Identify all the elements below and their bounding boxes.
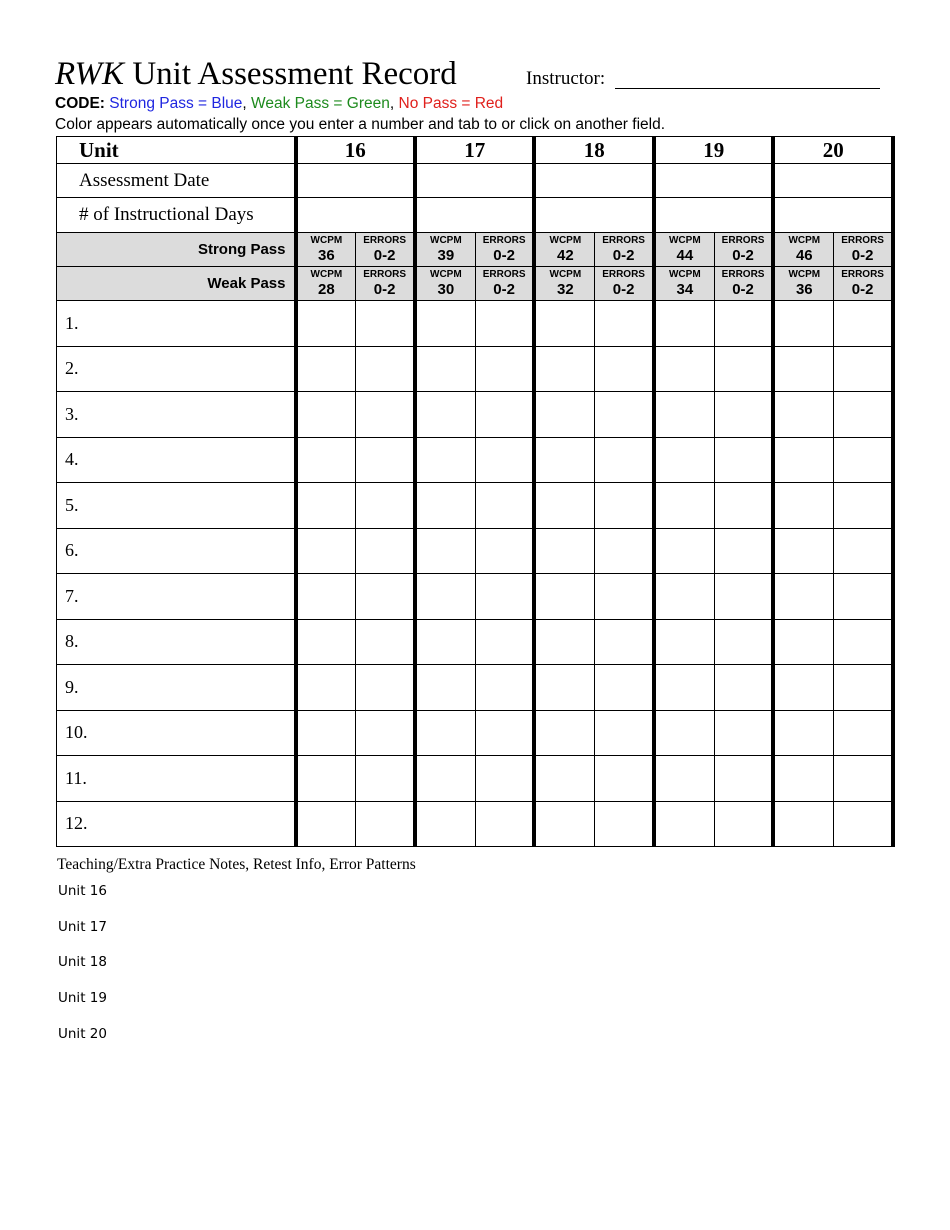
assessment-date-input-unit-18[interactable] (534, 164, 653, 198)
assessment-date-label: Assessment Date (57, 164, 296, 198)
student-row (57, 710, 894, 756)
code-strong: Strong Pass = Blue (109, 95, 243, 112)
student-wcpm-input-unit-16[interactable] (296, 665, 356, 711)
student-errors-input-unit-17[interactable] (475, 528, 534, 574)
student-errors-input-unit-17[interactable] (475, 619, 534, 665)
unit-number-18: 18 (534, 137, 653, 164)
weak-pass-wcpm-unit-17 (415, 267, 475, 301)
student-label[interactable]: 10. (57, 710, 296, 756)
student-errors-input-unit-18[interactable] (595, 301, 654, 347)
student-row (57, 756, 894, 802)
wcpm-heading: WCPM (430, 235, 462, 246)
student-label[interactable]: 4. (57, 437, 296, 483)
student-wcpm-input-unit-19[interactable] (654, 346, 714, 392)
student-wcpm-input-unit-17[interactable] (415, 665, 475, 711)
student-wcpm-input-unit-18[interactable] (534, 392, 594, 438)
errors-value: 0-2 (612, 281, 635, 298)
wcpm-heading: WCPM (788, 235, 821, 246)
errors-heading: ERRORS (721, 235, 765, 246)
student-wcpm-input-unit-16[interactable] (296, 801, 356, 847)
student-errors-input-unit-19[interactable] (714, 437, 773, 483)
notes-unit-label[interactable]: Unit 19 (58, 990, 107, 1006)
errors-value: 0-2 (493, 281, 515, 298)
strong-pass-errors-unit-18 (595, 233, 654, 267)
student-wcpm-input-unit-20[interactable] (773, 392, 833, 438)
student-wcpm-input-unit-16[interactable] (296, 392, 356, 438)
errors-value: 0-2 (851, 281, 874, 298)
student-errors-input-unit-20[interactable] (834, 528, 893, 574)
student-wcpm-input-unit-17[interactable] (415, 528, 475, 574)
student-errors-input-unit-19[interactable] (714, 483, 773, 529)
student-errors-input-unit-16[interactable] (356, 346, 415, 392)
weak-pass-errors-unit-18 (595, 267, 654, 301)
errors-value: 0-2 (851, 247, 874, 264)
errors-heading: ERRORS (602, 269, 645, 280)
student-errors-input-unit-16[interactable] (356, 574, 415, 620)
wcpm-heading: WCPM (549, 269, 582, 280)
student-errors-input-unit-16[interactable] (356, 437, 415, 483)
student-wcpm-input-unit-20[interactable] (773, 528, 833, 574)
instructional-days-input-unit-18[interactable] (534, 198, 653, 233)
errors-value: 0-2 (612, 247, 635, 264)
student-row (57, 528, 894, 574)
code-label: CODE: (55, 95, 105, 112)
strong-pass-errors-unit-16 (356, 233, 415, 267)
notes-unit-label[interactable]: Unit 17 (58, 919, 107, 935)
weak-pass-wcpm-unit-19 (654, 267, 714, 301)
errors-heading: ERRORS (363, 269, 407, 280)
weak-pass-row (57, 267, 894, 301)
instructional-days-row (57, 198, 894, 233)
wcpm-value: 32 (557, 281, 574, 298)
student-errors-input-unit-17[interactable] (475, 301, 534, 347)
student-errors-input-unit-20[interactable] (834, 301, 893, 347)
student-errors-input-unit-16[interactable] (356, 710, 415, 756)
color-note: Color appears automatically once you enter a number and tab to or click on another field. (55, 116, 666, 133)
student-errors-input-unit-16[interactable] (356, 801, 415, 847)
weak-pass-wcpm-unit-20 (773, 267, 833, 301)
student-wcpm-input-unit-17[interactable] (415, 574, 475, 620)
student-row (57, 346, 894, 392)
student-errors-input-unit-19[interactable] (714, 619, 773, 665)
student-errors-input-unit-19[interactable] (714, 301, 773, 347)
wcpm-value: 36 (795, 281, 813, 298)
student-wcpm-input-unit-19[interactable] (654, 801, 714, 847)
student-wcpm-input-unit-16[interactable] (296, 346, 356, 392)
student-wcpm-input-unit-16[interactable] (296, 619, 356, 665)
wcpm-heading: WCPM (788, 269, 821, 280)
unit-number-16: 16 (296, 137, 415, 164)
student-errors-input-unit-18[interactable] (595, 665, 654, 711)
wcpm-heading: WCPM (430, 269, 462, 280)
student-wcpm-input-unit-19[interactable] (654, 756, 714, 802)
errors-value: 0-2 (373, 281, 396, 298)
student-errors-input-unit-19[interactable] (714, 756, 773, 802)
student-errors-input-unit-17[interactable] (475, 437, 534, 483)
student-wcpm-input-unit-16[interactable] (296, 710, 356, 756)
errors-value: 0-2 (732, 281, 754, 298)
instructional-days-input-unit-17[interactable] (415, 198, 534, 233)
instructor-label: Instructor: (526, 68, 606, 89)
student-wcpm-input-unit-17[interactable] (415, 710, 475, 756)
student-wcpm-input-unit-16[interactable] (296, 483, 356, 529)
student-wcpm-input-unit-18[interactable] (534, 619, 594, 665)
wcpm-value: 28 (318, 281, 335, 298)
student-wcpm-input-unit-18[interactable] (534, 801, 594, 847)
strong-pass-errors-unit-20 (834, 233, 893, 267)
student-wcpm-input-unit-18[interactable] (534, 574, 594, 620)
color-code-legend (55, 95, 503, 113)
weak-pass-errors-unit-16 (356, 267, 415, 301)
unit-number-20: 20 (773, 137, 893, 164)
student-wcpm-input-unit-17[interactable] (415, 483, 475, 529)
student-wcpm-input-unit-16[interactable] (296, 301, 356, 347)
student-wcpm-input-unit-19[interactable] (654, 619, 714, 665)
student-errors-input-unit-18[interactable] (595, 483, 654, 529)
student-errors-input-unit-16[interactable] (356, 528, 415, 574)
student-errors-input-unit-19[interactable] (714, 392, 773, 438)
assessment-date-row (57, 164, 894, 198)
student-errors-input-unit-16[interactable] (356, 483, 415, 529)
strong-pass-wcpm-unit-18 (534, 233, 594, 267)
weak-pass-errors-unit-19 (714, 267, 773, 301)
student-wcpm-input-unit-20[interactable] (773, 574, 833, 620)
wcpm-heading: WCPM (310, 235, 343, 246)
errors-heading: ERRORS (363, 235, 407, 246)
student-errors-input-unit-16[interactable] (356, 301, 415, 347)
student-errors-input-unit-18[interactable] (595, 574, 654, 620)
student-wcpm-input-unit-19[interactable] (654, 437, 714, 483)
errors-heading: ERRORS (841, 269, 884, 280)
strong-pass-label: Strong Pass (57, 233, 296, 267)
student-label[interactable]: 2. (57, 346, 296, 392)
student-errors-input-unit-20[interactable] (834, 801, 893, 847)
strong-pass-wcpm-unit-16 (296, 233, 356, 267)
student-row (57, 574, 894, 620)
student-label[interactable]: 6. (57, 528, 296, 574)
notes-title: Teaching/Extra Practice Notes, Retest Info, Error Patterns (57, 856, 416, 873)
wcpm-heading: WCPM (668, 269, 701, 280)
instructor-field[interactable] (615, 88, 880, 89)
student-errors-input-unit-20[interactable] (834, 756, 893, 802)
student-errors-input-unit-17[interactable] (475, 346, 534, 392)
student-row (57, 392, 894, 438)
strong-pass-wcpm-unit-19 (654, 233, 714, 267)
weak-pass-label: Weak Pass (57, 267, 296, 301)
wcpm-heading: WCPM (668, 235, 701, 246)
weak-pass-wcpm-unit-16 (296, 267, 356, 301)
student-row (57, 619, 894, 665)
student-wcpm-input-unit-18[interactable] (534, 437, 594, 483)
student-errors-input-unit-18[interactable] (595, 346, 654, 392)
student-errors-input-unit-19[interactable] (714, 346, 773, 392)
student-wcpm-input-unit-17[interactable] (415, 392, 475, 438)
assessment-date-input-unit-16[interactable] (296, 164, 415, 198)
student-wcpm-input-unit-16[interactable] (296, 574, 356, 620)
student-errors-input-unit-17[interactable] (475, 483, 534, 529)
student-wcpm-input-unit-18[interactable] (534, 346, 594, 392)
student-errors-input-unit-20[interactable] (834, 574, 893, 620)
title-rest: Unit Assessment Record (124, 56, 457, 92)
student-errors-input-unit-17[interactable] (475, 574, 534, 620)
errors-value: 0-2 (493, 247, 515, 264)
wcpm-value: 44 (676, 247, 694, 264)
student-errors-input-unit-17[interactable] (475, 665, 534, 711)
student-wcpm-input-unit-19[interactable] (654, 528, 714, 574)
wcpm-value: 39 (437, 247, 455, 264)
notes-unit-label[interactable]: Unit 18 (58, 954, 107, 970)
student-errors-input-unit-17[interactable] (475, 710, 534, 756)
student-errors-input-unit-16[interactable] (356, 619, 415, 665)
student-errors-input-unit-16[interactable] (356, 756, 415, 802)
student-wcpm-input-unit-18[interactable] (534, 756, 594, 802)
student-errors-input-unit-20[interactable] (834, 483, 893, 529)
student-wcpm-input-unit-20[interactable] (773, 710, 833, 756)
student-wcpm-input-unit-17[interactable] (415, 801, 475, 847)
wcpm-value: 46 (795, 247, 813, 264)
strong-pass-wcpm-unit-17 (415, 233, 475, 267)
student-errors-input-unit-20[interactable] (834, 392, 893, 438)
weak-pass-wcpm-unit-18 (534, 267, 594, 301)
student-errors-input-unit-20[interactable] (834, 710, 893, 756)
student-wcpm-input-unit-18[interactable] (534, 710, 594, 756)
student-wcpm-input-unit-20[interactable] (773, 301, 833, 347)
student-wcpm-input-unit-18[interactable] (534, 483, 594, 529)
student-label[interactable]: 9. (57, 665, 296, 711)
student-wcpm-input-unit-19[interactable] (654, 392, 714, 438)
wcpm-heading: WCPM (310, 269, 343, 280)
student-wcpm-input-unit-16[interactable] (296, 756, 356, 802)
student-label[interactable]: 11. (57, 756, 296, 802)
student-wcpm-input-unit-20[interactable] (773, 756, 833, 802)
wcpm-value: 36 (318, 247, 335, 264)
student-errors-input-unit-18[interactable] (595, 392, 654, 438)
instructional-days-input-unit-20[interactable] (773, 198, 893, 233)
unit-number-17: 17 (415, 137, 534, 164)
title-rwk: RWK (55, 56, 125, 92)
student-wcpm-input-unit-20[interactable] (773, 346, 833, 392)
assessment-date-input-unit-20[interactable] (773, 164, 893, 198)
student-label[interactable]: 8. (57, 619, 296, 665)
student-errors-input-unit-18[interactable] (595, 756, 654, 802)
student-label[interactable]: 1. (57, 301, 296, 347)
student-errors-input-unit-18[interactable] (595, 437, 654, 483)
code-nopass: No Pass = Red (398, 95, 504, 112)
student-wcpm-input-unit-20[interactable] (773, 437, 833, 483)
student-wcpm-input-unit-17[interactable] (415, 619, 475, 665)
student-wcpm-input-unit-18[interactable] (534, 528, 594, 574)
student-wcpm-input-unit-20[interactable] (773, 665, 833, 711)
student-wcpm-input-unit-16[interactable] (296, 528, 356, 574)
student-errors-input-unit-16[interactable] (356, 392, 415, 438)
student-row (57, 301, 894, 347)
errors-heading: ERRORS (721, 269, 765, 280)
wcpm-heading: WCPM (549, 235, 582, 246)
student-row (57, 801, 894, 847)
strong-pass-errors-unit-17 (475, 233, 534, 267)
student-errors-input-unit-20[interactable] (834, 437, 893, 483)
student-errors-input-unit-19[interactable] (714, 801, 773, 847)
student-row (57, 483, 894, 529)
code-sep-1: , (242, 95, 252, 112)
student-errors-input-unit-20[interactable] (834, 665, 893, 711)
wcpm-value: 42 (557, 247, 574, 264)
student-wcpm-input-unit-20[interactable] (773, 619, 833, 665)
errors-heading: ERRORS (602, 235, 645, 246)
student-wcpm-input-unit-17[interactable] (415, 346, 475, 392)
student-errors-input-unit-19[interactable] (714, 665, 773, 711)
student-errors-input-unit-17[interactable] (475, 756, 534, 802)
student-errors-input-unit-20[interactable] (834, 346, 893, 392)
wcpm-value: 34 (676, 281, 694, 298)
student-errors-input-unit-18[interactable] (595, 528, 654, 574)
assessment-date-input-unit-19[interactable] (654, 164, 773, 198)
strong-pass-errors-unit-19 (714, 233, 773, 267)
notes-unit-label[interactable]: Unit 16 (58, 883, 107, 899)
errors-value: 0-2 (373, 247, 396, 264)
strong-pass-wcpm-unit-20 (773, 233, 833, 267)
student-wcpm-input-unit-19[interactable] (654, 574, 714, 620)
errors-heading: ERRORS (482, 235, 526, 246)
student-errors-input-unit-17[interactable] (475, 801, 534, 847)
student-wcpm-input-unit-19[interactable] (654, 665, 714, 711)
student-errors-input-unit-19[interactable] (714, 574, 773, 620)
instructional-days-label: # of Instructional Days (57, 198, 296, 233)
errors-value: 0-2 (732, 247, 754, 264)
student-label[interactable]: 12. (57, 801, 296, 847)
student-row (57, 665, 894, 711)
student-row (57, 437, 894, 483)
student-wcpm-input-unit-17[interactable] (415, 301, 475, 347)
student-errors-input-unit-18[interactable] (595, 619, 654, 665)
assessment-date-input-unit-17[interactable] (415, 164, 534, 198)
unit-header-label: Unit (57, 137, 296, 164)
unit-number-19: 19 (654, 137, 773, 164)
student-wcpm-input-unit-16[interactable] (296, 437, 356, 483)
student-errors-input-unit-19[interactable] (714, 528, 773, 574)
student-errors-input-unit-17[interactable] (475, 392, 534, 438)
weak-pass-errors-unit-17 (475, 267, 534, 301)
notes-unit-label[interactable]: Unit 20 (58, 1026, 107, 1042)
student-errors-input-unit-18[interactable] (595, 710, 654, 756)
code-weak: Weak Pass = Green (251, 95, 390, 112)
student-wcpm-input-unit-20[interactable] (773, 801, 833, 847)
student-wcpm-input-unit-19[interactable] (654, 710, 714, 756)
strong-pass-row (57, 233, 894, 267)
student-wcpm-input-unit-19[interactable] (654, 483, 714, 529)
title-row (55, 56, 895, 96)
code-sep-2: , (389, 95, 399, 112)
student-label[interactable]: 7. (57, 574, 296, 620)
student-errors-input-unit-19[interactable] (714, 710, 773, 756)
instructional-days-input-unit-16[interactable] (296, 198, 415, 233)
weak-pass-errors-unit-20 (834, 267, 893, 301)
student-wcpm-input-unit-18[interactable] (534, 665, 594, 711)
student-wcpm-input-unit-17[interactable] (415, 437, 475, 483)
unit-header-row (57, 137, 894, 164)
student-wcpm-input-unit-19[interactable] (654, 301, 714, 347)
errors-heading: ERRORS (841, 235, 884, 246)
page-title (55, 56, 457, 93)
instructional-days-input-unit-19[interactable] (654, 198, 773, 233)
student-errors-input-unit-16[interactable] (356, 665, 415, 711)
student-wcpm-input-unit-17[interactable] (415, 756, 475, 802)
wcpm-value: 30 (437, 281, 455, 298)
student-wcpm-input-unit-18[interactable] (534, 301, 594, 347)
assessment-table (56, 136, 895, 847)
student-wcpm-input-unit-20[interactable] (773, 483, 833, 529)
student-errors-input-unit-18[interactable] (595, 801, 654, 847)
student-label[interactable]: 5. (57, 483, 296, 529)
student-label[interactable]: 3. (57, 392, 296, 438)
student-errors-input-unit-20[interactable] (834, 619, 893, 665)
errors-heading: ERRORS (482, 269, 526, 280)
